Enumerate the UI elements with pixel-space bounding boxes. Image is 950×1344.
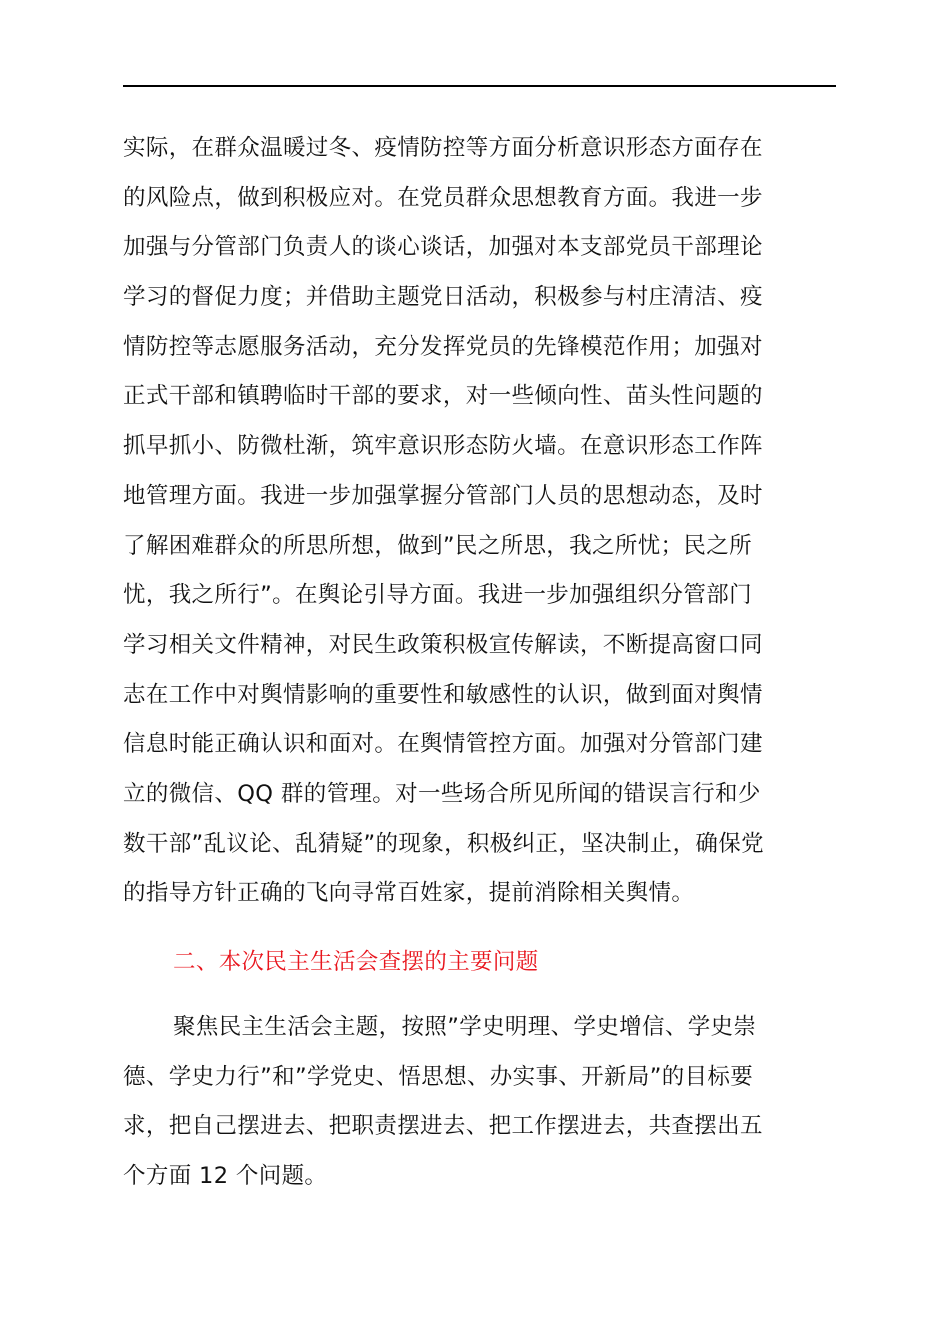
- text-line: 实际，在群众温暖过冬、疫情防控等方面分析意识形态方面存在: [123, 135, 763, 161]
- text-line: 立的微信、QQ 群的管理。对一些场合所见所闻的错误言行和少: [123, 780, 761, 807]
- text-line: 数干部”乱议论、乱猜疑”的现象，积极纠正，坚决制止，确保党: [123, 830, 764, 857]
- text-line: 德、学史力行”和”学党史、悟思想、办实事、开新局”的目标要: [123, 1063, 754, 1090]
- section-heading: 二、本次民主生活会查摆的主要问题: [173, 949, 539, 975]
- text-line: 学习相关文件精神，对民生政策积极宣传解读，不断提高窗口同: [123, 631, 763, 658]
- text-line: 抓早抓小、防微杜渐，筑牢意识形态防火墙。在意识形态工作阵: [123, 433, 763, 460]
- text-line: 学习的督促力度；并借助主题党日活动，积极参与村庄清洁、疫: [123, 284, 763, 311]
- paragraph-1: [123, 124, 840, 919]
- paragraph-2: [123, 1003, 840, 1202]
- text-line: 的指导方针正确的飞向寻常百姓家，提前消除相关舆情。: [123, 880, 695, 907]
- header-rule: [123, 85, 836, 87]
- text-line: 地管理方面。我进一步加强掌握分管部门人员的思想动态，及时: [123, 482, 763, 509]
- text-line: 情防控等志愿服务活动，充分发挥党员的先锋模范作用；加强对: [123, 333, 763, 360]
- text-line: 正式干部和镇聘临时干部的要求，对一些倾向性、苗头性问题的: [123, 383, 763, 410]
- text-line: 了解困难群众的所思所想，做到”民之所思，我之所忧；民之所: [123, 532, 752, 559]
- text-line: 信息时能正确认识和面对。在舆情管控方面。加强对分管部门建: [123, 731, 763, 758]
- text-line: 加强与分管部门负责人的谈心谈话，加强对本支部党员干部理论: [123, 234, 763, 261]
- text-line: 求，把自己摆进去、把职责摆进去、把工作摆进去，共查摆出五: [123, 1113, 763, 1140]
- text-line: 聚焦民主生活会主题，按照”学史明理、学史增信、学史崇: [173, 1014, 757, 1040]
- text-line: 的风险点，做到积极应对。在党员群众思想教育方面。我进一步: [123, 184, 763, 211]
- text-line: 个方面 12 个问题。: [123, 1163, 328, 1190]
- text-line: 忧，我之所行”。在舆论引导方面。我进一步加强组织分管部门: [123, 582, 752, 609]
- text-line: 志在工作中对舆情影响的重要性和敏感性的认识，做到面对舆情: [123, 681, 763, 708]
